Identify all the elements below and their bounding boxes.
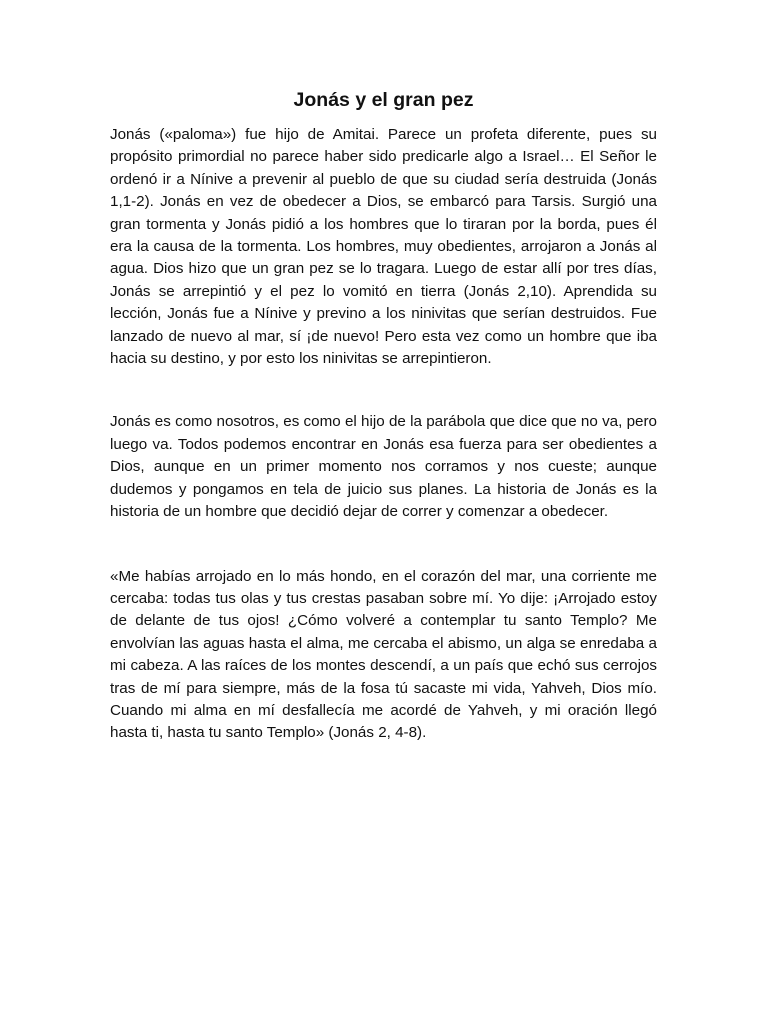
paragraph-reflection: Jonás es como nosotros, es como el hijo de la parábola que dice que no va, pero luego va. Todos podemos encontrar en Jonás esa fuerza para ser obedientes a Dios, aunque en un primer momento nos corramos y nos cueste; aunque dudemos y pongamos en tela de juicio sus planes. La historia de Jonás es la historia de un hombre que decidió dejar de correr y comenzar a obedecer. [110, 413, 657, 521]
paragraph-jonah-story: Jonás («paloma») fue hijo de Amitai. Parece un profeta diferente, pues su propósito primordial no parece haber sido predicarle algo a Israel… El Señor le ordenó ir a Nínive a prevenir al pueblo de que su ciudad sería destruida (Jonás 1,1-2). Jonás en vez de obedecer a Dios, se embarcó para Tarsis. Surgió una gran tormenta y Jonás pidió a los hombres que lo tiraran por la borda, pues él era la causa de la tormenta. Los hombres, muy obedientes, arrojaron a Jonás al agua. Dios hizo que un gran pez se lo tragara. Luego de estar allí por tres días, Jonás se arrepintió y el pez lo vomitó en tierra (Jonás 2,10). Aprendida su lección, Jonás fue a Nínive y previno a los ninivitas que serían destruidos. Fue lanzado de nuevo al mar, sí ¡de nuevo! Pero esta vez como un hombre que iba hacia su destino, y por esto los ninivitas se arrepintieron. [110, 126, 657, 368]
paragraph-scripture-quote: «Me habías arrojado en lo más hondo, en el corazón del mar, una corriente me cercaba: todas tus olas y tus crestas pasaban sobre mí. Yo dije: ¡Arrojado estoy de delante de tus ojos! ¿Cómo volveré a contemplar tu santo Templo? Me envolvían las aguas hasta el alma, me cercaba el abismo, un alga se enredaba a mi cabeza. A las raíces de los montes descendí, a un país que echó sus cerrojos tras de mí para siempre, más de la fosa tú sacaste mi vida, Yahveh, Dios mío. Cuando mi alma en mí desfallecía me acordé de Yahveh, y mi oración llegó hasta ti, hasta tu santo Templo» (Jonás 2, 4-8). [110, 567, 657, 742]
document-body [110, 86, 657, 745]
paragraph-spacer [110, 370, 657, 411]
document-title: Jonás y el gran pez [293, 89, 474, 111]
paragraph-spacer [110, 524, 657, 566]
